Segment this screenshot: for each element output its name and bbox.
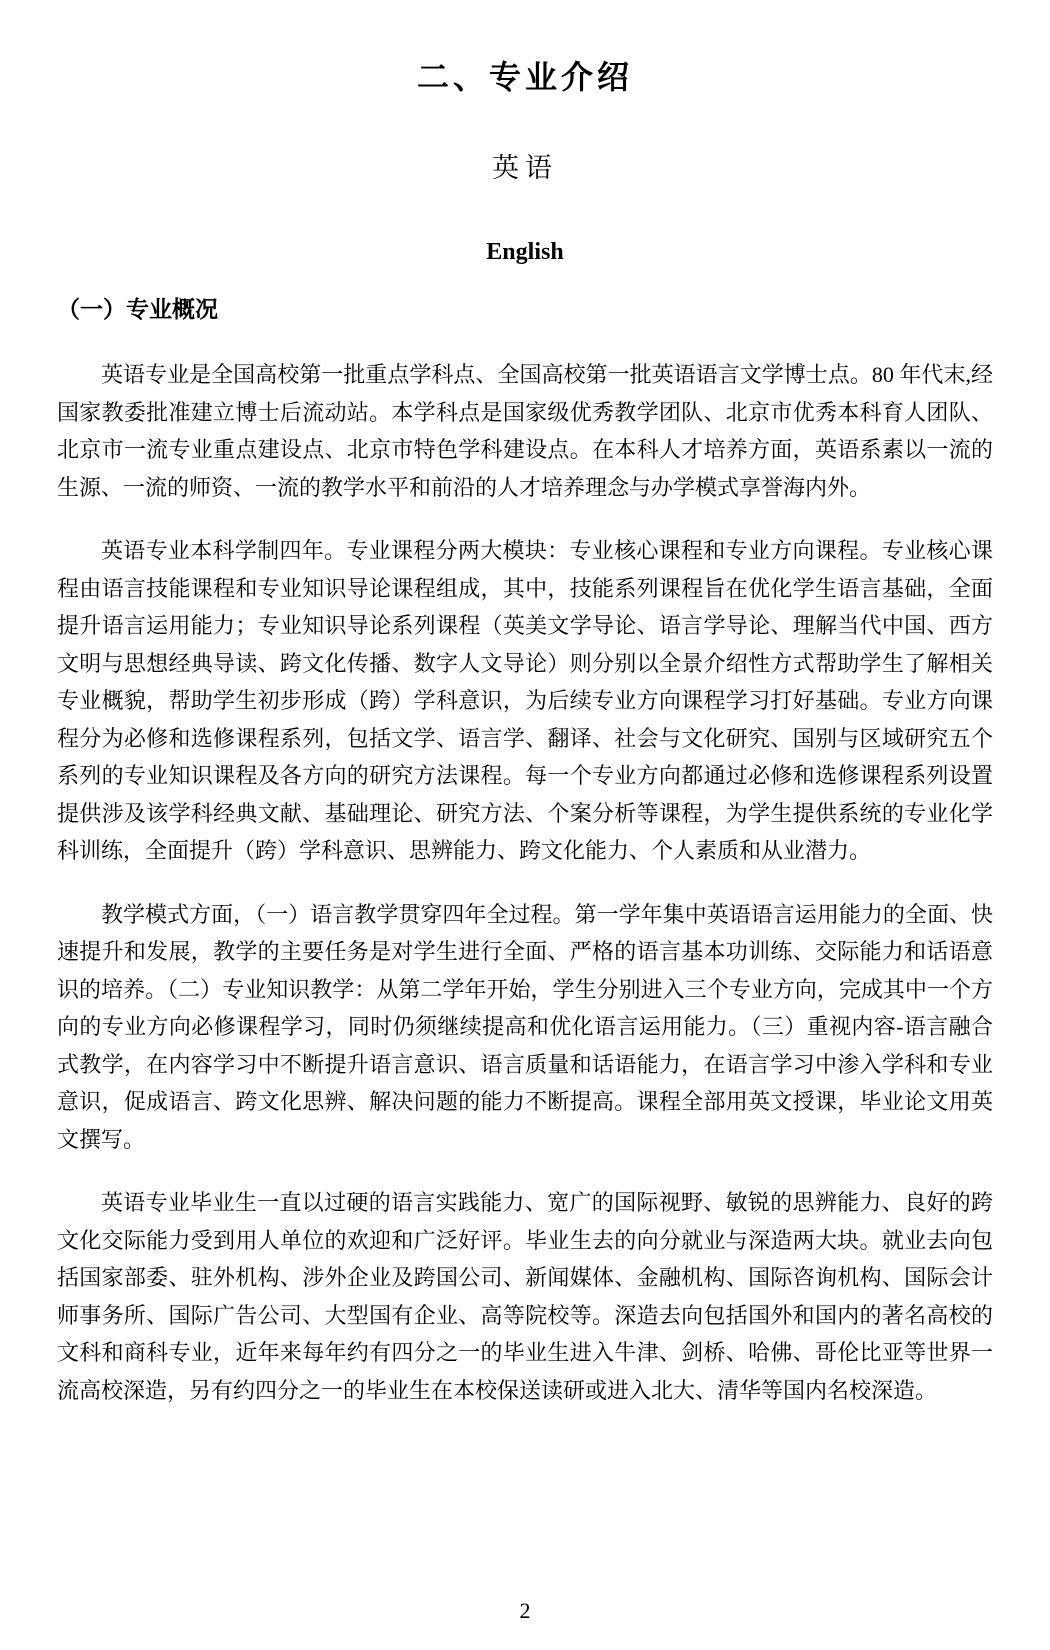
- section-heading-overview: （一）专业概况: [57, 297, 218, 322]
- paragraph-graduates: 英语专业毕业生一直以过硬的语言实践能力、宽广的国际视野、敏锐的思辨能力、良好的跨文化交际能力受到用人单位的欢迎和广泛好评。毕业生去的向分就业与深造两大块。就业去向包括国家部委、驻外机构、涉外企业及跨国公司、新闻媒体、金融机构、国际咨询机构、国际会计师事务所、国际广告公司、大型国有企业、高等院校等。深造去向包括国外和国内的著名高校的文科和商科专业，近年来每年约有四分之一的毕业生进入牛津、剑桥、哈佛、哥伦比亚等世界一流高校深造，另有约四分之一的毕业生在本校保送读研或进入北大、清华等国内名校深造。: [57, 1190, 993, 1403]
- paragraph-teaching-model: 教学模式方面，（一）语言教学贯穿四年全过程。第一学年集中英语语言运用能力的全面、快速提升和发展，教学的主要任务是对学生进行全面、严格的语言基本功训练、交际能力和话语意识的培养。（二）专业知识教学：从第二学年开始，学生分别进入三个专业方向，完成其中一个方向的专业方向必修课程学习，同时仍须继续提高和优化语言运用能力。（三）重视内容-语言融合式教学，在内容学习中不断提升语言意识、语言质量和话语能力，在语言学习中渗入学科和专业意识，促成语言、跨文化思辨、解决问题的能力不断提高。课程全部用英文授课，毕业论文用英文撰写。: [57, 901, 993, 1152]
- paragraph-history-status: 英语专业是全国高校第一批重点学科点、全国高校第一批英语语言文学博士点。80 年代末,经国家教委批准建立博士后流动站。本学科点是国家级优秀教学团队、北京市优秀本科育人团队、北京市一流专业重点建设点、北京市特色学科建设点。在本科人才培养方面，英语系素以一流的生源、一流的师资、一流的教学水平和前沿的人才培养理念与办学模式享誉海内外。: [57, 362, 993, 500]
- paragraph-curriculum: 英语专业本科学制四年。专业课程分两大模块：专业核心课程和专业方向课程。专业核心课程由语言技能课程和专业知识导论课程组成，其中，技能系列课程旨在优化学生语言基础，全面提升语言运用能力；专业知识导论系列课程（英美文学导论、语言学导论、理解当代中国、西方文明与思想经典导读、跨文化传播、数字人文导论）则分别以全景介绍性方式帮助学生了解相关专业概貌，帮助学生初步形成（跨）学科意识，为后续专业方向课程学习打好基础。专业方向课程分为必修和选修课程系列，包括文学、语言学、翻译、社会与文化研究、国别与区域研究五个系列的专业知识课程及各方向的研究方法课程。每一个专业方向都通过必修和选修课程系列设置提供涉及该学科经典文献、基础理论、研究方法、个案分析等课程，为学生提供系统的专业化学科训练，全面提升（跨）学科意识、思辨能力、跨文化能力、个人素质和从业潜力。: [57, 538, 993, 863]
- major-title-chinese: 英语: [492, 153, 558, 183]
- major-title-english: English: [486, 239, 564, 265]
- page-number: 2: [519, 1598, 531, 1623]
- page-title: 二、专业介绍: [416, 59, 633, 95]
